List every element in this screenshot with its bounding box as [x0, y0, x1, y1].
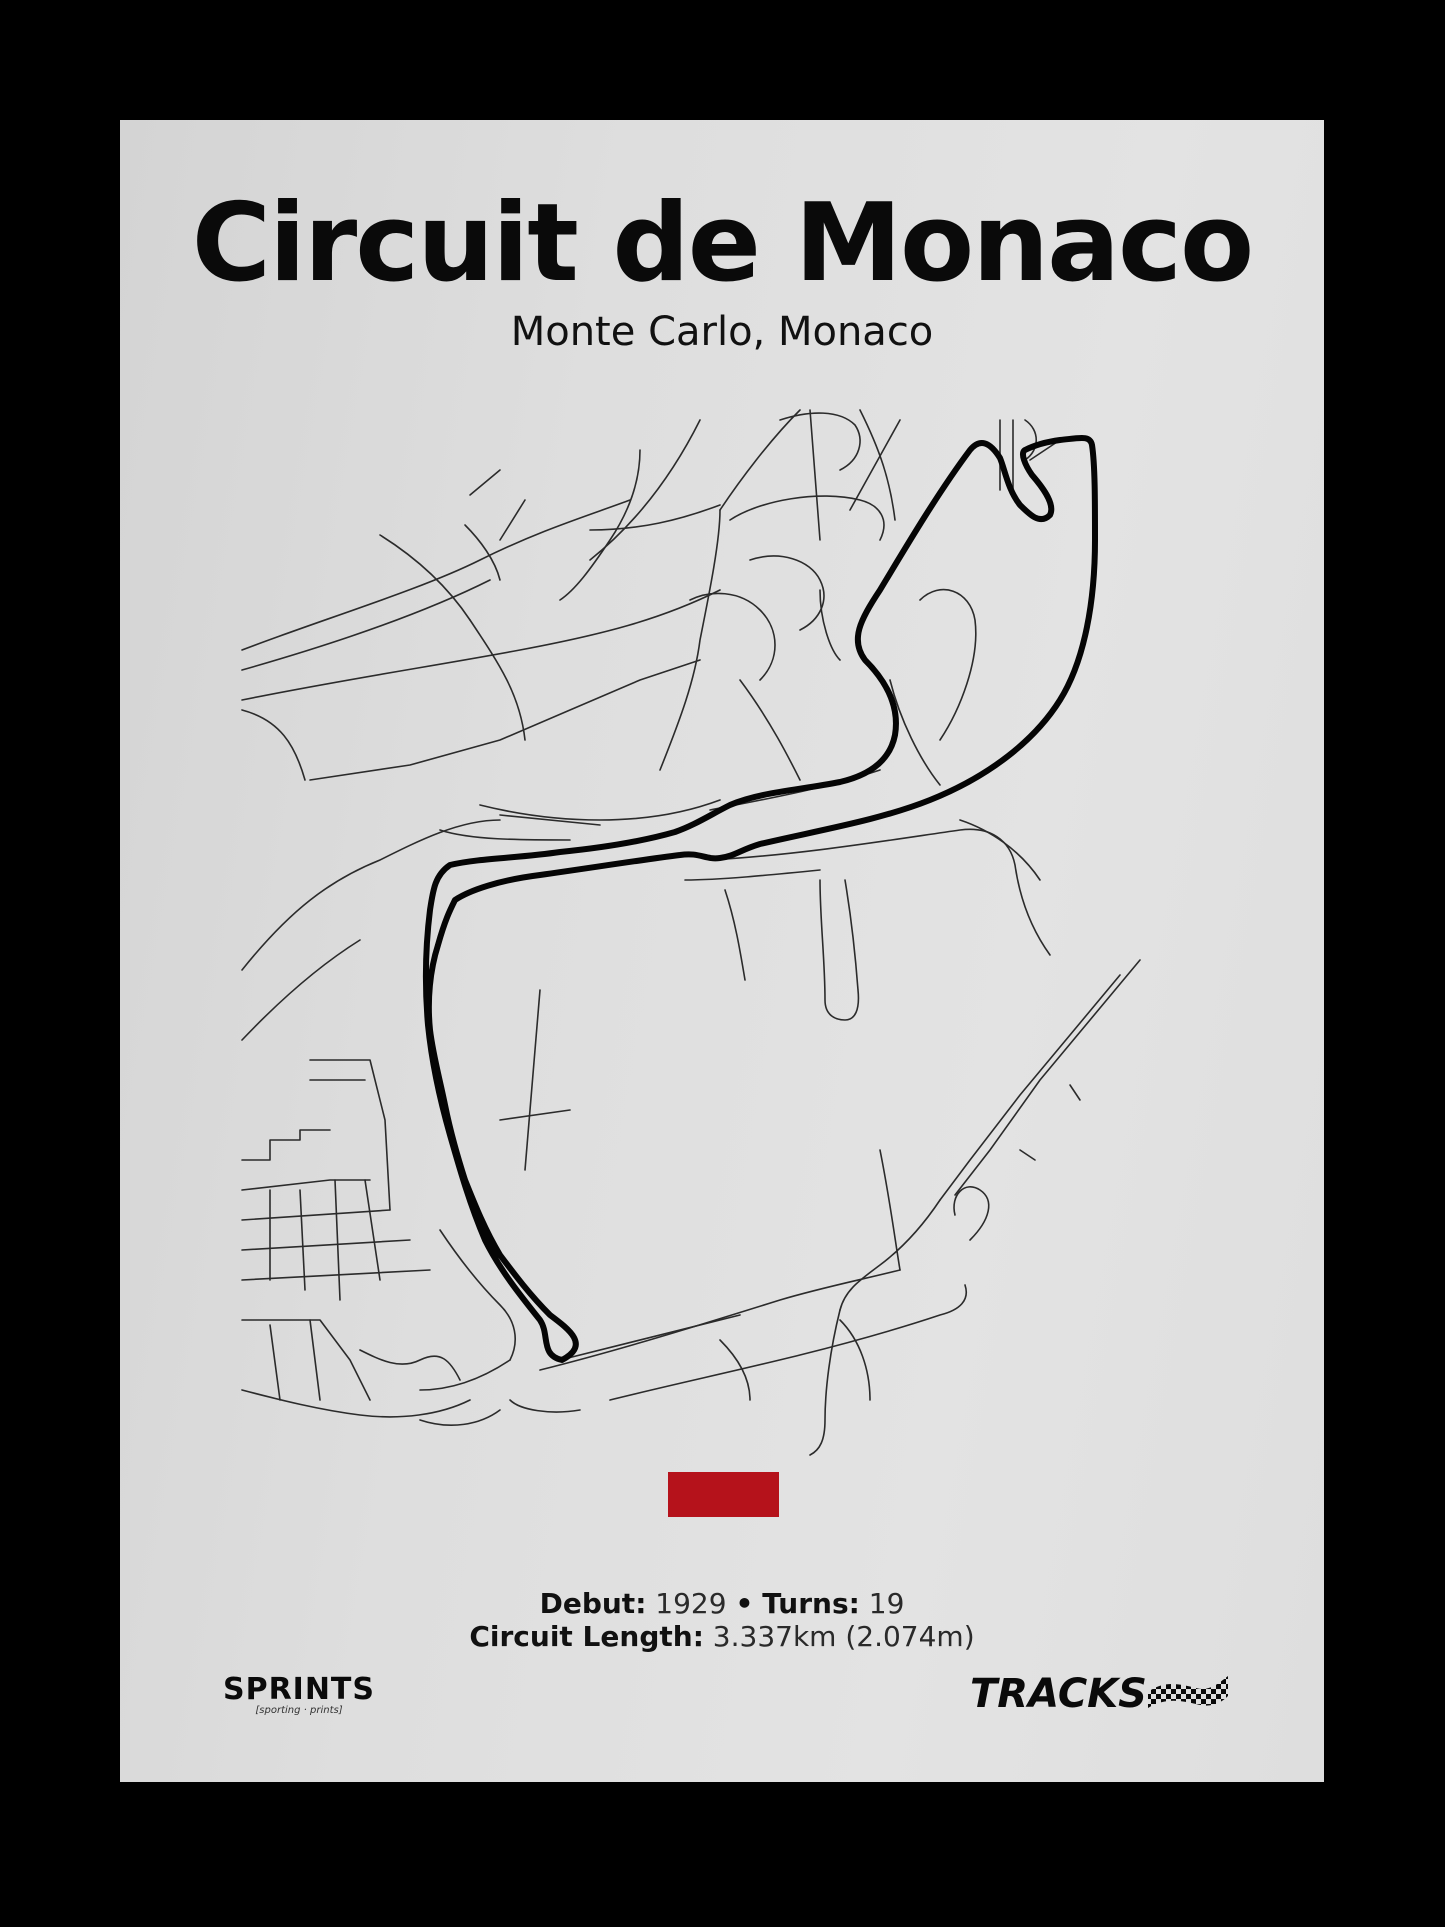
poster [120, 120, 1324, 1782]
sprints-logo-name: SPRINTS [222, 1672, 376, 1707]
tracks-logo [970, 1670, 1240, 1720]
debut-label: Debut: [539, 1587, 647, 1620]
turns-value: 19 [868, 1587, 905, 1620]
debut-value: 1929 [655, 1587, 727, 1620]
turns-label: Turns: [762, 1587, 860, 1620]
checkered-flag-icon [1146, 1674, 1230, 1714]
length-label: Circuit Length: [469, 1620, 704, 1653]
street-network [242, 410, 1140, 1455]
start-finish-marker [668, 1472, 779, 1517]
sprints-logo-tagline: [sporting · prints] [255, 1705, 343, 1716]
length-value: 3.337km (2.074m) [712, 1620, 975, 1653]
stats-line-length [120, 1621, 1324, 1653]
stats-separator: • [735, 1587, 754, 1620]
tracks-logo-name: TRACKS [970, 1671, 1147, 1717]
race-track [426, 438, 1095, 1360]
stats-line-debut-turns [120, 1588, 1324, 1620]
sprints-logo [214, 1672, 384, 1717]
circuit-title: Circuit de Monaco [191, 181, 1253, 306]
circuit-map [120, 120, 1324, 1782]
circuit-location: Monte Carlo, Monaco [510, 309, 934, 355]
